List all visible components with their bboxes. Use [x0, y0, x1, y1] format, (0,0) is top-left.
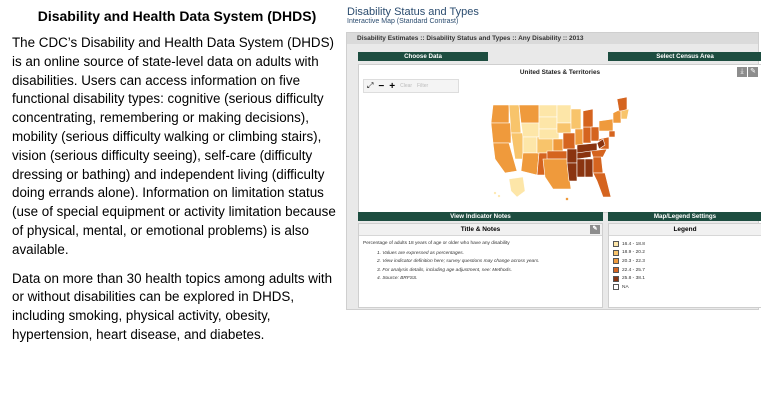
state-shape: [591, 127, 599, 141]
app-subtitle: Interactive Map (Standard Contrast): [347, 18, 459, 25]
legend-title: Legend: [609, 224, 761, 236]
legend-item: [613, 283, 761, 292]
notes-text: [359, 236, 602, 284]
state-shape-pr: [566, 198, 569, 201]
legend-item: [613, 266, 761, 275]
title-notes-header: [359, 224, 602, 236]
minus-icon[interactable]: −: [378, 80, 385, 92]
state-shape-hawaii: [498, 195, 501, 198]
state-shape: [583, 127, 591, 143]
map-legend-settings-button[interactable]: Map/Legend Settings: [608, 212, 761, 221]
state-shape: [539, 105, 557, 117]
legend-item: [613, 249, 761, 258]
legend-item: [613, 274, 761, 283]
expand-icon[interactable]: ⤢: [367, 81, 374, 90]
state-shape: [563, 133, 575, 149]
description-heading: Disability and Health Data System (DHDS): [37, 8, 317, 24]
state-shape: [585, 159, 593, 177]
state-shape: [557, 105, 571, 123]
zoom-filter[interactable]: Filter: [417, 83, 429, 89]
state-shape: [553, 139, 563, 151]
app-frame: [346, 32, 759, 310]
legend-swatch: [613, 284, 619, 290]
description-paragraph-1: The CDC’s Disability and Health Data System (DHDS) is an online source of state-level data on adults with disabilities. Users can access information on five functional disability types: cognitive (serious difficulty concentrating, remembering or making decisions), mobility (serious difficulty walking or climbing stairs), vision (serious difficulty seeing), self-care (difficulty dressing or bathing) and independent living (difficulty doing errands alone). Information on limitation status (use of special equipment or activity limitation because of physical, mental, or emotional problems) is also available.: [12, 35, 336, 257]
legend-swatch: [613, 241, 619, 247]
pencil-icon[interactable]: ✎: [590, 225, 600, 234]
legend-swatch: [613, 258, 619, 264]
state-shape: [547, 151, 567, 159]
state-shape: [593, 155, 603, 173]
choose-data-button[interactable]: Choose Data: [358, 52, 488, 61]
state-shape: [523, 137, 537, 153]
legend-swatch: [613, 276, 619, 282]
pencil-icon[interactable]: ✎: [748, 67, 758, 77]
notes-item: 4. Source: BRFSS.: [377, 276, 418, 282]
view-indicator-notes-button[interactable]: View Indicator Notes: [358, 212, 603, 221]
legend-swatch: [613, 267, 619, 273]
state-shape: [609, 131, 615, 137]
state-shape: [539, 117, 557, 129]
state-shape: [617, 97, 627, 111]
state-shape: [491, 123, 511, 143]
select-census-area-button[interactable]: Select Census Area: [608, 52, 761, 61]
legend-list: [609, 236, 761, 292]
us-choropleth-map[interactable]: [487, 93, 633, 203]
legend-label: 25.8 - 38.1: [622, 276, 645, 282]
legend-swatch: [613, 250, 619, 256]
title-notes-label: Title & Notes: [460, 226, 501, 233]
description-panel: [12, 8, 342, 355]
state-shape: [491, 105, 509, 123]
breadcrumb: Disability Estimates :: Disability Status and Types :: Any Disability :: 2013: [347, 33, 758, 44]
state-shape-alaska: [509, 177, 525, 197]
zoom-toolbar: [363, 79, 459, 93]
legend-label: 22.4 - 25.7: [622, 267, 645, 273]
notes-item: 1. Values are expressed as percentages.: [377, 251, 465, 256]
dhds-app: [346, 6, 759, 310]
state-shape: [583, 109, 593, 127]
map-title: United States & Territories: [519, 69, 601, 76]
download-icon[interactable]: ⤓: [737, 67, 747, 77]
legend-panel: [608, 223, 761, 308]
state-shape: [577, 159, 585, 177]
state-shape: [537, 137, 553, 153]
state-shape: [521, 123, 539, 137]
notes-item: 3. For analysis details, including age adjustment, see: Methods.: [377, 267, 512, 273]
state-shape: [519, 105, 539, 123]
state-shape: [521, 153, 539, 175]
legend-label: NA: [622, 284, 629, 290]
legend-item: [613, 257, 761, 266]
map-tools: [737, 67, 758, 77]
state-shape: [571, 109, 581, 129]
legend-label: 20.3 - 22.3: [622, 258, 645, 264]
state-shape: [511, 133, 523, 159]
state-shape: [567, 163, 577, 181]
description-paragraph-2: Data on more than 30 health topics among adults with or without disabilities can be explored in DHDS, including smoking, physical activity, obesity, hypertension, heart disease, and diabetes.: [12, 270, 333, 342]
state-shape: [593, 173, 611, 197]
plus-icon[interactable]: +: [389, 80, 396, 92]
state-shape: [557, 123, 571, 133]
app-title: Disability Status and Types: [347, 6, 479, 18]
map-panel: [358, 64, 761, 213]
state-shape: [567, 149, 577, 163]
legend-label: 18.9 - 20.2: [622, 250, 645, 256]
state-shape: [621, 109, 629, 119]
state-shape: [575, 129, 583, 145]
state-shape: [599, 119, 613, 131]
state-shape: [539, 129, 559, 139]
zoom-clear[interactable]: Clear: [400, 83, 413, 89]
legend-item: [613, 240, 761, 249]
notes-panel: [358, 223, 603, 308]
state-shape-hawaii: [494, 192, 497, 195]
legend-label: 16.4 - 18.8: [622, 241, 645, 247]
notes-item: 2. View indicator definition here; survey questions may change across years.: [377, 259, 540, 265]
notes-intro: Percentage of adults 18 years of age or older who have any disability: [363, 241, 510, 246]
